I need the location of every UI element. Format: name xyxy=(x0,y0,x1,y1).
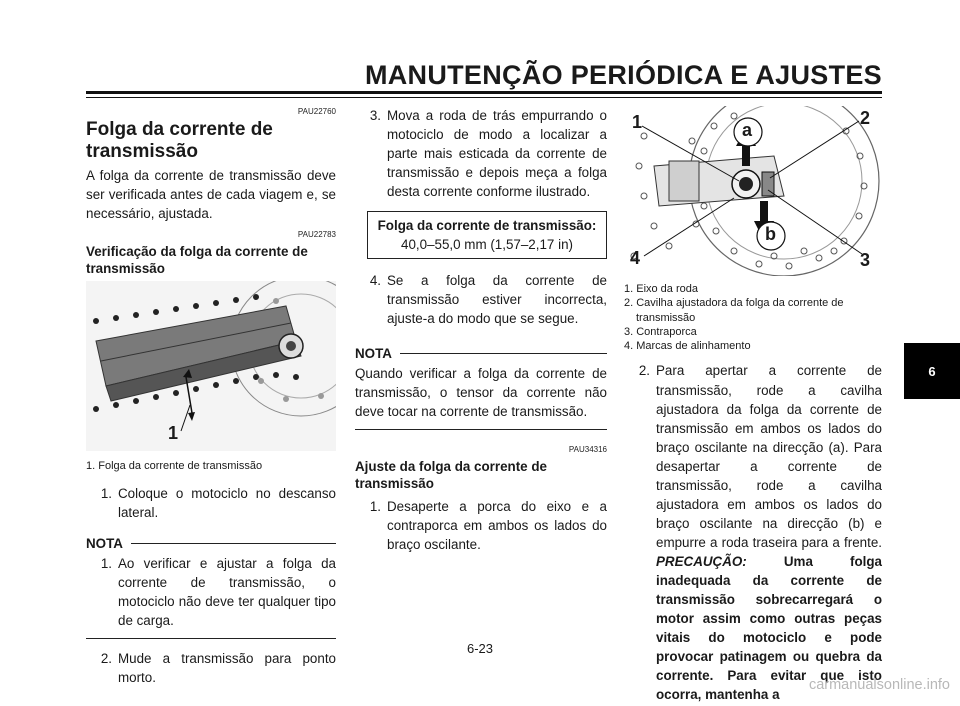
right-column xyxy=(624,106,882,706)
step-number: 4. xyxy=(369,273,381,289)
subsection-code: PAU34316 xyxy=(568,445,607,455)
middle-column xyxy=(355,106,607,556)
page-title: MANUTENÇÃO PERIÓDICA E AJUSTES xyxy=(364,60,882,90)
spec-box xyxy=(367,211,607,259)
chapter-tab: 6 xyxy=(904,343,960,399)
step-text: Mova a roda de trás empurrando o motociclo de modo a localizar a parte mais esticada da corrente de transmissão e depois meça a folga desta corrente conforme ilustrado. xyxy=(387,108,607,200)
step-text: Se a folga da corrente de transmissão estiver incorrecta, ajuste-a do modo que se segue. xyxy=(387,273,607,327)
note-text: Quando verificar a folga da corrente de transmissão, o tensor da corrente não deve tocar na corrente de transmissão. xyxy=(355,366,607,420)
caption-line: transmissão xyxy=(636,311,696,324)
header-rule-thin xyxy=(86,97,882,98)
caution-text: Uma folga inadequada da corrente de transmissão sobrecarregará o motor assim como outras peças vitais do motociclo e pode provocar patinagem ou quebra da corrente. Para evitar que isto ocorra, mantenha a xyxy=(656,553,882,703)
intro-paragraph: A folga da corrente de transmissão deve ser verificada antes de cada viagem e, se necessário, ajustada. xyxy=(86,168,336,222)
figure-caption: 1. Folga da corrente de transmissão xyxy=(86,460,263,473)
caption-line: 2. Cavilha ajustadora da folga da corrente de xyxy=(624,297,844,310)
figure-label-a: a xyxy=(742,120,753,140)
note-rule xyxy=(131,543,336,544)
step-body: Para apertar a corrente de transmissão, rode a cavilha ajustadora da folga da corrente de transmissão em ambos os lados do braço oscilante na direcção (a). Para desapertar a corrente de transmissão, rode a cavilha ajustadora em ambos os lados do braço oscilante na direcção (b) e empurre a roda traseira para a frente. xyxy=(656,363,882,550)
section-code: PAU22760 xyxy=(297,107,336,116)
figure-caption-list xyxy=(624,282,882,353)
subsection-title: Ajuste da folga da corrente de transmissão xyxy=(355,458,547,492)
step-text: Desaperte a porca do eixo e a contraporca em ambos os lados do braço oscilante. xyxy=(387,498,607,552)
step-number: 1. xyxy=(100,485,112,501)
figure-label-2: 2 xyxy=(860,108,871,128)
step-number: 3. xyxy=(369,108,381,123)
spec-value: 40,0–55,0 mm (1,57–2,17 in) xyxy=(401,237,573,253)
note-item xyxy=(86,554,336,630)
figure-label-3: 3 xyxy=(860,250,871,270)
note-end-rule xyxy=(86,638,336,639)
step-number: 2. xyxy=(638,363,650,379)
step-number: 1. xyxy=(100,555,112,571)
figure-label-4: 4 xyxy=(630,248,641,268)
chain-slack-figure xyxy=(86,281,336,451)
header-rule xyxy=(86,91,882,94)
section-title: Folga da corrente de transmissão xyxy=(86,119,273,163)
note-text: Ao verificar e ajustar a folga da corrente de transmissão, o motociclo não deve ter qualquer tipo de carga. xyxy=(118,555,336,628)
page-number: 6-23 xyxy=(466,641,494,656)
figure-label-1: 1 xyxy=(168,423,179,444)
chain-illustration xyxy=(86,281,336,451)
step-number: 1. xyxy=(369,498,381,514)
spec-title: Folga da corrente de transmissão: xyxy=(377,218,597,234)
step-text: Coloque o motociclo no descanso lateral. xyxy=(118,485,336,520)
step-number: 2. xyxy=(100,650,112,666)
step-item xyxy=(355,271,607,328)
step-text: Mude a transmissão para ponto morto. xyxy=(118,650,336,685)
note-rule xyxy=(400,353,607,354)
left-column xyxy=(86,106,336,689)
note-label: NOTA xyxy=(86,535,123,551)
caption-line: 3. Contraporca xyxy=(624,325,697,338)
step-item xyxy=(355,497,607,554)
caption-line: 4. Marcas de alinhamento xyxy=(624,340,751,353)
note-heading xyxy=(86,534,336,553)
caution-label: PRECAUÇÃO: xyxy=(656,553,747,569)
figure-label-b: b xyxy=(765,224,776,244)
adjuster-illustration xyxy=(624,106,882,276)
note-heading xyxy=(355,344,607,363)
chain-adjuster-figure xyxy=(624,106,882,276)
caption-line: 1. Eixo da roda xyxy=(624,283,698,295)
subsection-code: PAU22783 xyxy=(297,230,336,240)
figure-label-1: 1 xyxy=(632,112,643,132)
note-end-rule xyxy=(355,429,607,430)
step-item xyxy=(86,484,336,522)
step-item xyxy=(355,106,607,201)
note-label: NOTA xyxy=(355,346,392,362)
subsection-title: Verificação da folga da corrente de transmissão xyxy=(86,243,308,276)
watermark: carmanualsonline.info xyxy=(808,677,950,693)
